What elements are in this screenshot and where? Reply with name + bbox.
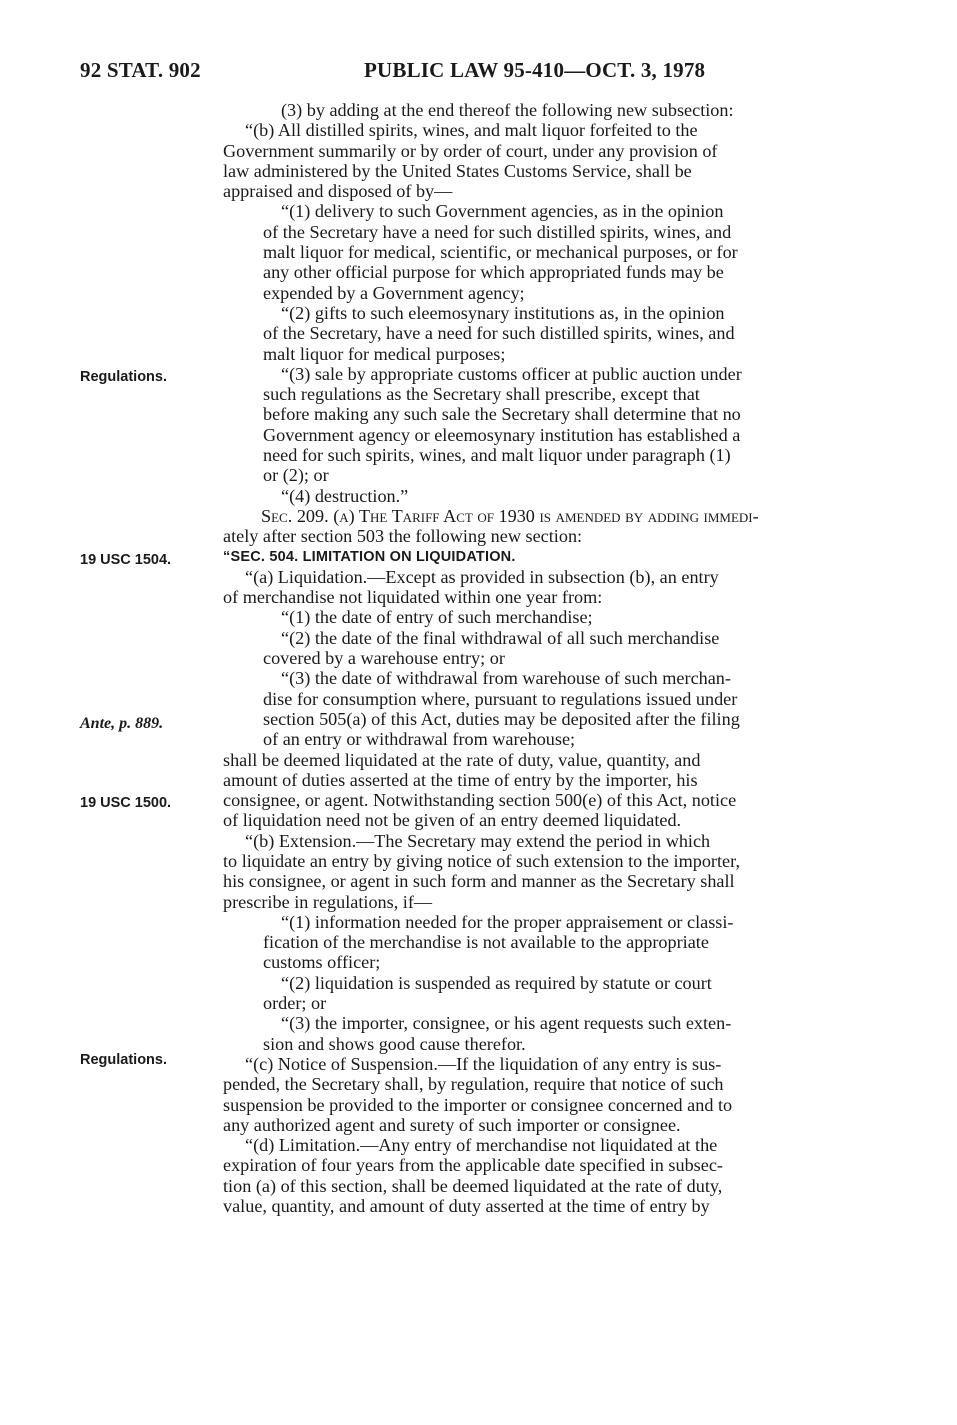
margin-note-regulations-2: Regulations.: [80, 1052, 168, 1068]
text-line: pended, the Secretary shall, by regulation, require that notice of such: [223, 1074, 724, 1095]
text-line: “(3) the importer, consignee, or his agent requests such exten-: [281, 1013, 732, 1034]
text-line: of the Secretary, have a need for such distilled spirits, wines, and: [263, 323, 735, 344]
section-209-line: Sec. 209. (a) The Tariff Act of 1930 is amended by adding immedi-: [261, 505, 759, 526]
text-line: any other official purpose for which appropriated funds may be: [263, 262, 724, 283]
text-line: sion and shows good cause therefor.: [263, 1033, 526, 1054]
text-line: such regulations as the Secretary shall prescribe, except that: [263, 384, 700, 405]
text-line: of the Secretary have a need for such distilled spirits, wines, and: [263, 221, 732, 242]
text-line: of an entry or withdrawal from warehouse;: [263, 729, 576, 750]
margin-note-ante-889: Ante, p. 889.: [80, 715, 164, 732]
text-line: need for such spirits, wines, and malt liquor under paragraph (1): [263, 445, 731, 466]
text-line: before making any such sale the Secretary shall determine that no: [263, 404, 741, 425]
text-line: “(2) liquidation is suspended as required by statute or court: [281, 972, 712, 993]
text-line: “(3) sale by appropriate customs officer at public auction under: [281, 363, 742, 384]
text-line: consignee, or agent. Notwithstanding section 500(e) of this Act, notice: [223, 790, 737, 811]
text-line: “(b) All distilled spirits, wines, and malt liquor forfeited to the: [245, 120, 698, 141]
text-line: malt liquor for medical, scientific, or mechanical purposes, or for: [263, 242, 738, 263]
text-line: “(1) the date of entry of such merchandise;: [281, 607, 593, 628]
text-line: “(2) gifts to such eleemosynary institutions as, in the opinion: [281, 302, 725, 323]
statute-page-number: 92 STAT. 902: [80, 58, 201, 82]
text-line: (3) by adding at the end thereof the following new subsection:: [281, 100, 734, 120]
subsection-d-line: “(d) Limitation.—Any entry of merchandise not liquidated at the: [245, 1135, 718, 1156]
subsection-b-line: “(b) Extension.—The Secretary may extend the period in which: [245, 830, 711, 851]
text-line: covered by a warehouse entry; or: [263, 648, 505, 669]
text-line: to liquidate an entry by giving notice of such extension to the importer,: [223, 850, 740, 871]
text-line: appraised and disposed of by—: [223, 181, 453, 202]
margin-note-usc-1504: 19 USC 1504.: [80, 552, 172, 568]
text-line: amount of duties asserted at the time of entry by the importer, his: [223, 769, 698, 790]
text-line: “(3) the date of withdrawal from warehouse of such merchan-: [281, 668, 731, 689]
text-line: Government agency or eleemosynary institution has established a: [263, 424, 741, 445]
text-line: prescribe in regulations, if—: [223, 891, 433, 912]
margin-note-usc-1500: 19 USC 1500.: [80, 795, 172, 811]
text-line: any authorized agent and surety of such importer or consignee.: [223, 1114, 681, 1135]
text-line: “(2) the date of the final withdrawal of all such merchandise: [281, 627, 720, 648]
text-line: ately after section 503 the following new section:: [223, 526, 583, 547]
margin-note-regulations: Regulations.: [80, 369, 168, 385]
text-line: Government summarily or by order of court, under any provision of: [223, 140, 718, 161]
text-line: shall be deemed liquidated at the rate of duty, value, quantity, and: [223, 749, 701, 770]
text-line: suspension be provided to the importer or consignee concerned and to: [223, 1094, 733, 1115]
subsection-a-line: “(a) Liquidation.—Except as provided in subsection (b), an entry: [245, 566, 719, 587]
section-504-heading: “SEC. 504. LIMITATION ON LIQUIDATION.: [223, 548, 516, 565]
text-line: malt liquor for medical purposes;: [263, 343, 506, 364]
text-line: or (2); or: [263, 465, 329, 486]
text-line: “(4) destruction.”: [281, 485, 409, 506]
text-line: section 505(a) of this Act, duties may be deposited after the filing: [263, 708, 740, 729]
text-line: of merchandise not liquidated within one year from:: [223, 587, 603, 608]
text-line: expended by a Government agency;: [263, 282, 525, 303]
text-line: expiration of four years from the applicable date specified in subsec-: [223, 1155, 723, 1176]
subsection-c-line: “(c) Notice of Suspension.—If the liquidation of any entry is sus-: [245, 1053, 722, 1074]
text-line: of liquidation need not be given of an entry deemed liquidated.: [223, 810, 682, 831]
text-line: law administered by the United States Customs Service, shall be: [223, 160, 692, 181]
text-line: value, quantity, and amount of duty asserted at the time of entry by: [223, 1196, 710, 1217]
text-line: fication of the merchandise is not available to the appropriate: [263, 932, 709, 953]
body-text: [223, 100, 863, 1216]
text-line: customs officer;: [263, 952, 381, 973]
text-line: his consignee, or agent in such form and manner as the Secretary shall: [223, 871, 735, 892]
page-header-title: PUBLIC LAW 95-410—OCT. 3, 1978: [364, 58, 706, 82]
text-line: “(1) delivery to such Government agencies, as in the opinion: [281, 201, 724, 222]
text-line: tion (a) of this section, shall be deemed liquidated at the rate of duty,: [223, 1175, 723, 1196]
text-line: order; or: [263, 993, 327, 1014]
text-line: dise for consumption where, pursuant to regulations issued under: [263, 688, 738, 709]
text-line: “(1) information needed for the proper appraisement or classi-: [281, 911, 734, 932]
